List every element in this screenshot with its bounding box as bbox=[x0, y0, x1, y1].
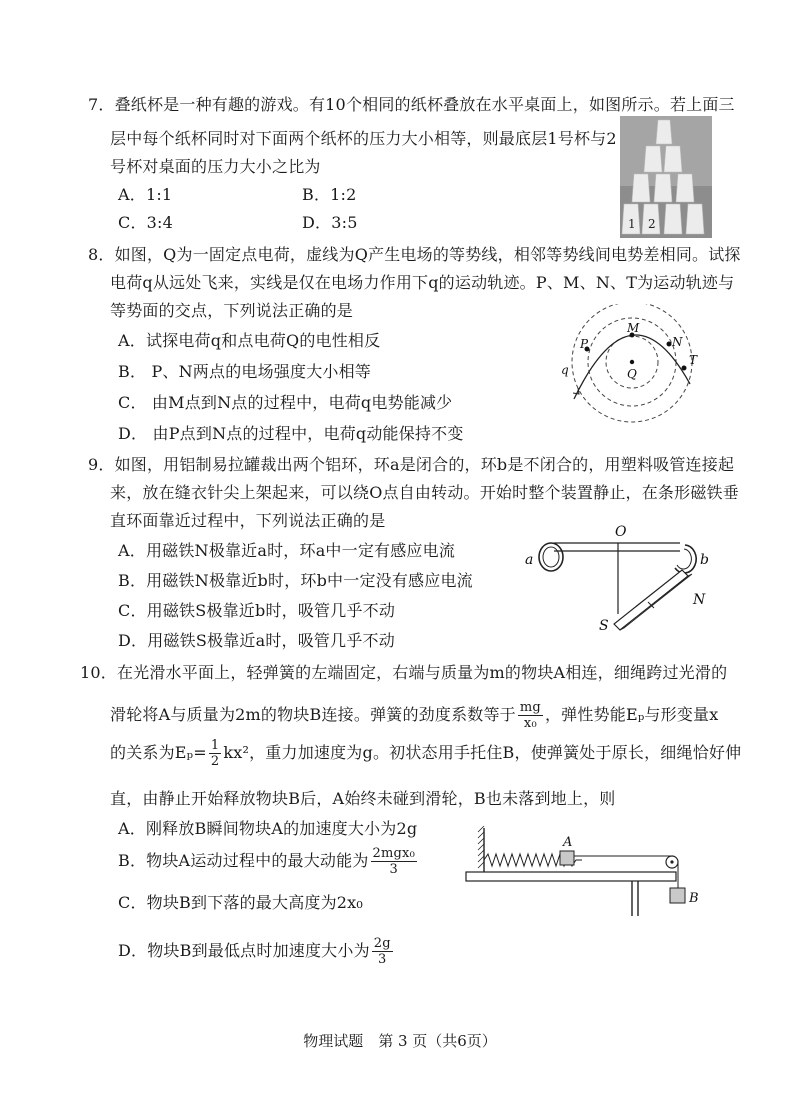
label-s: S bbox=[599, 618, 609, 634]
q10-line4: 直，由静止开始释放物块B后，A始终未碰到滑轮，B也未落到地上，则 bbox=[110, 789, 616, 808]
q9-line2: 来，放在缝衣针尖上架起来，可以绕O点自由转动。开始时整个装置静止，在条形磁铁垂 bbox=[110, 483, 739, 502]
label-n: N bbox=[693, 592, 706, 608]
fraction-numerator: mg bbox=[519, 700, 541, 715]
label-b: b bbox=[700, 552, 709, 568]
q7-line3: 号杯对桌面的压力大小之比为 bbox=[110, 157, 321, 176]
fraction-numerator: 2g bbox=[373, 936, 391, 951]
label-p: P bbox=[580, 337, 589, 351]
q10-line3 bbox=[110, 738, 741, 778]
q8-option-d: D． 由P点到N点的过程中，电荷q动能保持不变 bbox=[118, 424, 464, 443]
q10-line2-text: 滑轮将A与质量为2m的物块B连接。弹簧的劲度系数等于 bbox=[110, 705, 516, 724]
q10-line2 bbox=[110, 700, 718, 740]
label-o: O bbox=[615, 524, 627, 540]
q7-line2: 层中每个纸杯同时对下面两个纸杯的压力大小相等，则最底层1号杯与2 bbox=[110, 129, 617, 148]
q7-option-d: D．3:5 bbox=[302, 213, 358, 232]
q9-line1: 9．如图，用铝制易拉罐裁出两个铝环，环a是闭合的，环b是不闭合的，用塑料吸管连接起 bbox=[88, 455, 735, 474]
q10-option-d bbox=[118, 936, 395, 976]
q8-option-a: A．试探电荷q和点电荷Q的电性相反 bbox=[118, 331, 381, 350]
q8-line3: 等势面的交点，下列说法正确的是 bbox=[110, 301, 354, 320]
q9-option-a: A．用磁铁N极靠近a时，环a中一定有感应电流 bbox=[118, 541, 456, 560]
q9-line3: 直环面靠近过程中，下列说法正确的是 bbox=[110, 511, 386, 530]
q10-line3-tail: kx²，重力加速度为g。初状态用手托住B，使弹簧处于原长，细绳恰好伸 bbox=[223, 743, 742, 762]
label-block-a: A bbox=[563, 835, 573, 850]
q9-option-d: D．用磁铁S极靠近a时，吸管几乎不动 bbox=[118, 631, 395, 650]
fraction-one-half bbox=[209, 738, 221, 769]
spring-pulley-figure bbox=[462, 820, 712, 920]
q10-option-b bbox=[118, 846, 419, 886]
q8-line1: 8．如图，Q为一固定点电荷，虚线为Q产生电场的等势线，相邻等势线间电势差相同。试探 bbox=[88, 245, 741, 264]
label-a: a bbox=[525, 552, 534, 568]
fraction-denominator: 3 bbox=[389, 862, 398, 877]
paper-cups-photo bbox=[620, 116, 712, 238]
label-block-b: B bbox=[689, 891, 699, 906]
page-footer: 物理试题 第 3 页（共6页） bbox=[303, 1032, 497, 1050]
label-n: N bbox=[672, 335, 683, 349]
q10-option-c: C．物块B到下落的最大高度为2x₀ bbox=[118, 893, 364, 912]
q7-option-a: A．1:1 bbox=[118, 185, 173, 204]
equipotential-figure bbox=[556, 304, 716, 434]
fraction-2mgx0-3 bbox=[371, 846, 417, 877]
q10-line2-tail: ，弹性势能Eₚ与形变量x bbox=[544, 705, 719, 724]
cup-label-1: 1 bbox=[628, 217, 636, 231]
q10-line3-text: 的关系为Eₚ= bbox=[110, 743, 207, 762]
q10-option-d-text: D．物块B到最低点时加速度大小为 bbox=[118, 941, 370, 960]
label-Q: Q bbox=[627, 367, 637, 381]
q9-option-b: B．用磁铁N极靠近b时，环b中一定没有感应电流 bbox=[118, 571, 473, 590]
q10-option-b-text: B．物块A运动过程中的最大动能为 bbox=[118, 851, 369, 870]
fraction-mg-x0 bbox=[518, 700, 543, 731]
fraction-numerator: 2mgx₀ bbox=[372, 846, 415, 861]
q8-option-c: C． 由M点到N点的过程中，电荷q电势能减少 bbox=[118, 393, 453, 412]
q7-option-b: B．1:2 bbox=[302, 185, 357, 204]
label-t: T bbox=[689, 353, 698, 367]
q10-option-a: A．刚释放B瞬间物块A的加速度大小为2g bbox=[118, 819, 418, 838]
fraction-denominator: 3 bbox=[378, 952, 387, 967]
fraction-denominator: 2 bbox=[210, 754, 220, 769]
fraction-denominator: x₀ bbox=[523, 716, 537, 731]
fraction-2g-3 bbox=[372, 936, 393, 967]
label-m: M bbox=[627, 321, 640, 335]
q9-option-c: C．用磁铁S极靠近b时，吸管几乎不动 bbox=[118, 601, 396, 620]
label-q: q bbox=[561, 363, 569, 377]
cup-label-2: 2 bbox=[648, 217, 656, 231]
q8-option-b: B． P、N两点的电场强度大小相等 bbox=[118, 362, 372, 381]
q8-line2: 电荷q从远处飞来，实线是仅在电场力作用下q的运动轨迹。P、M、N、T为运动轨迹与 bbox=[110, 273, 735, 292]
q7-option-c: C．3:4 bbox=[118, 213, 173, 232]
q10-line1: 10．在光滑水平面上，轻弹簧的左端固定，右端与质量为m的物块A相连，细绳跨过光滑的 bbox=[80, 663, 728, 682]
aluminum-rings-figure bbox=[520, 520, 720, 640]
fraction-numerator: 1 bbox=[210, 738, 220, 753]
q7-line1: 7．叠纸杯是一种有趣的游戏。有10个相同的纸杯叠放在水平桌面上，如图所示。若上面三 bbox=[88, 95, 735, 114]
